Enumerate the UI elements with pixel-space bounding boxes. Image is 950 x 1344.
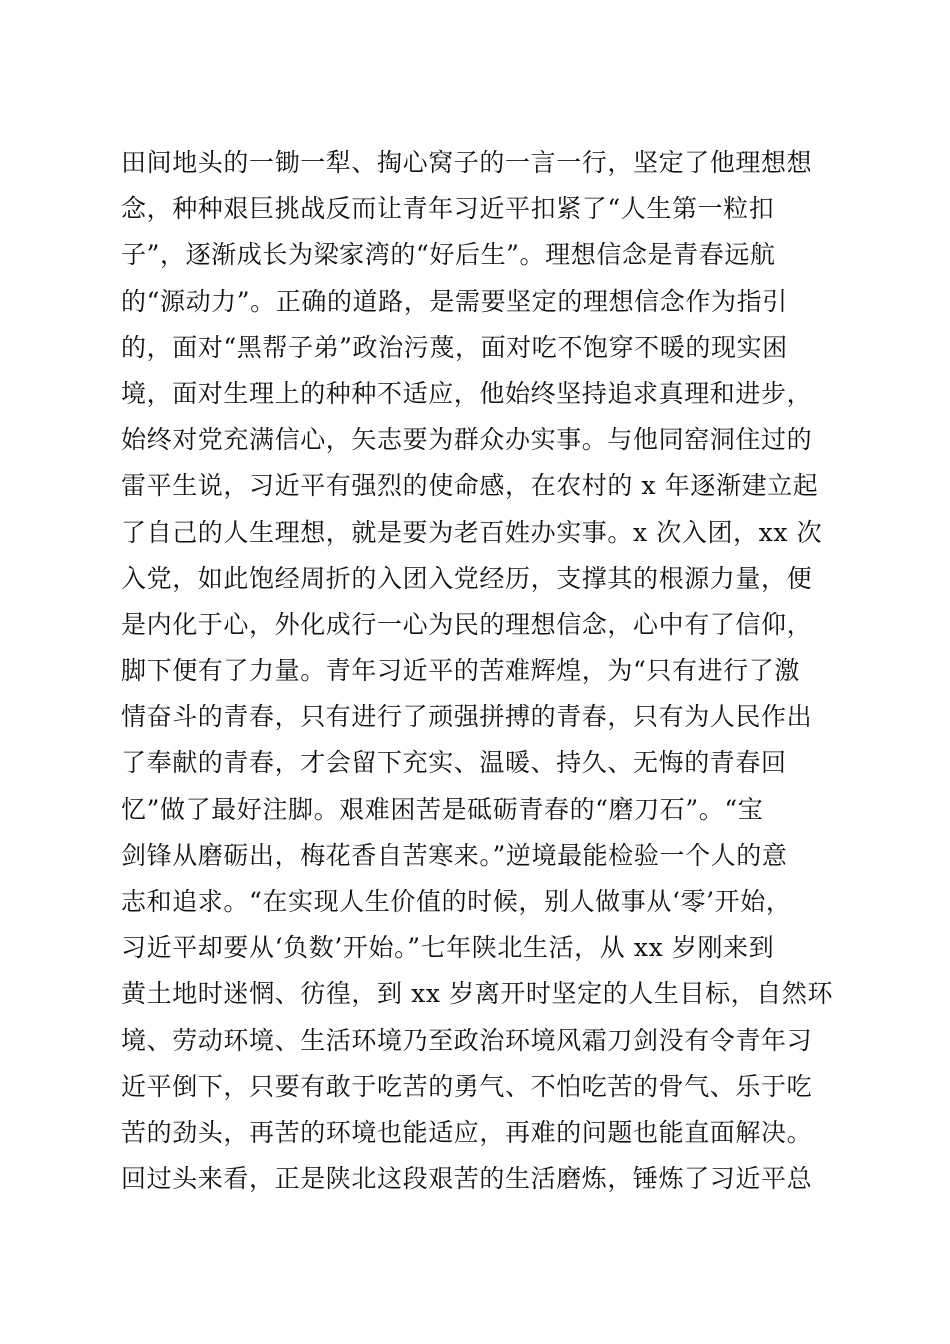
text-line: 始终对党充满信心，矢志要为群众办实事。与他同窑洞住过的 (121, 425, 813, 455)
text-line: 志和追求。“在实现人生价值的时候，别人做事从‘零’开始， (121, 887, 792, 916)
text-line: 雷平生说，习近平有强烈的使命感，在农村的 x 年逐渐建立起 (121, 471, 819, 501)
text-line: 境，面对生理上的种种不适应，他始终坚持追求真理和进步， (121, 378, 813, 408)
text-line: 了自己的人生理想，就是要为老百姓办实事。x 次入团，xx 次 (121, 517, 823, 547)
text-line: 的“源动力”。正确的道路，是需要坚定的理想信念作为指引 (121, 286, 788, 316)
text-line: 田间地头的一锄一犁、掏心窝子的一言一行，坚定了他理想想 (121, 148, 813, 177)
text-line: 情奋斗的青春，只有进行了顽强拼搏的青春，只有为人民作出 (121, 702, 813, 732)
text-line: 忆”做了最好注脚。艰难困苦是砥砺青春的“磨刀石”。“宝 (121, 794, 764, 824)
text-line: 脚下便有了力量。青年习近平的苦难辉煌，为“只有进行了激 (121, 656, 800, 686)
text-line: 入党，如此饱经周折的入团入党经历，支撑其的根源力量，便 (121, 563, 813, 593)
text-line: 习近平却要从‘负数’开始。”七年陕北生活，从 xx 岁刚来到 (121, 933, 775, 963)
text-line: 子”，逐渐成长为梁家湾的“好后生”。理想信念是青春远航 (121, 240, 776, 270)
body-text (121, 140, 841, 1202)
text-line: 境、劳动环境、生活环境乃至政治环境风霜刀剑没有令青年习 (121, 1025, 813, 1055)
text-line: 念，种种艰巨挑战反而让青年习近平扣紧了“人生第一粒扣 (121, 194, 775, 224)
text-line: 剑锋从磨砺出，梅花香自苦寒来。”逆境最能检验一个人的意 (121, 840, 788, 870)
text-line: 回过头来看，正是陕北这段艰苦的生活磨炼，锤炼了习近平总 (121, 1164, 813, 1194)
text-line: 黄土地时迷惘、彷徨，到 xx 岁离开时坚定的人生目标，自然环 (121, 979, 834, 1009)
text-line: 了奉献的青春，才会留下充实、温暖、持久、无悔的青春回 (121, 748, 787, 778)
text-line: 苦的劲头，再苦的环境也能适应，再难的问题也能直面解决。 (121, 1117, 813, 1147)
text-line: 是内化于心，外化成行一心为民的理想信念，心中有了信仰， (121, 609, 813, 639)
text-line: 的，面对“黑帮子弟”政治污蔑，面对吃不饱穿不暖的现实困 (121, 332, 788, 362)
text-line: 近平倒下，只要有敢于吃苦的勇气、不怕吃苦的骨气、乐于吃 (121, 1071, 813, 1101)
